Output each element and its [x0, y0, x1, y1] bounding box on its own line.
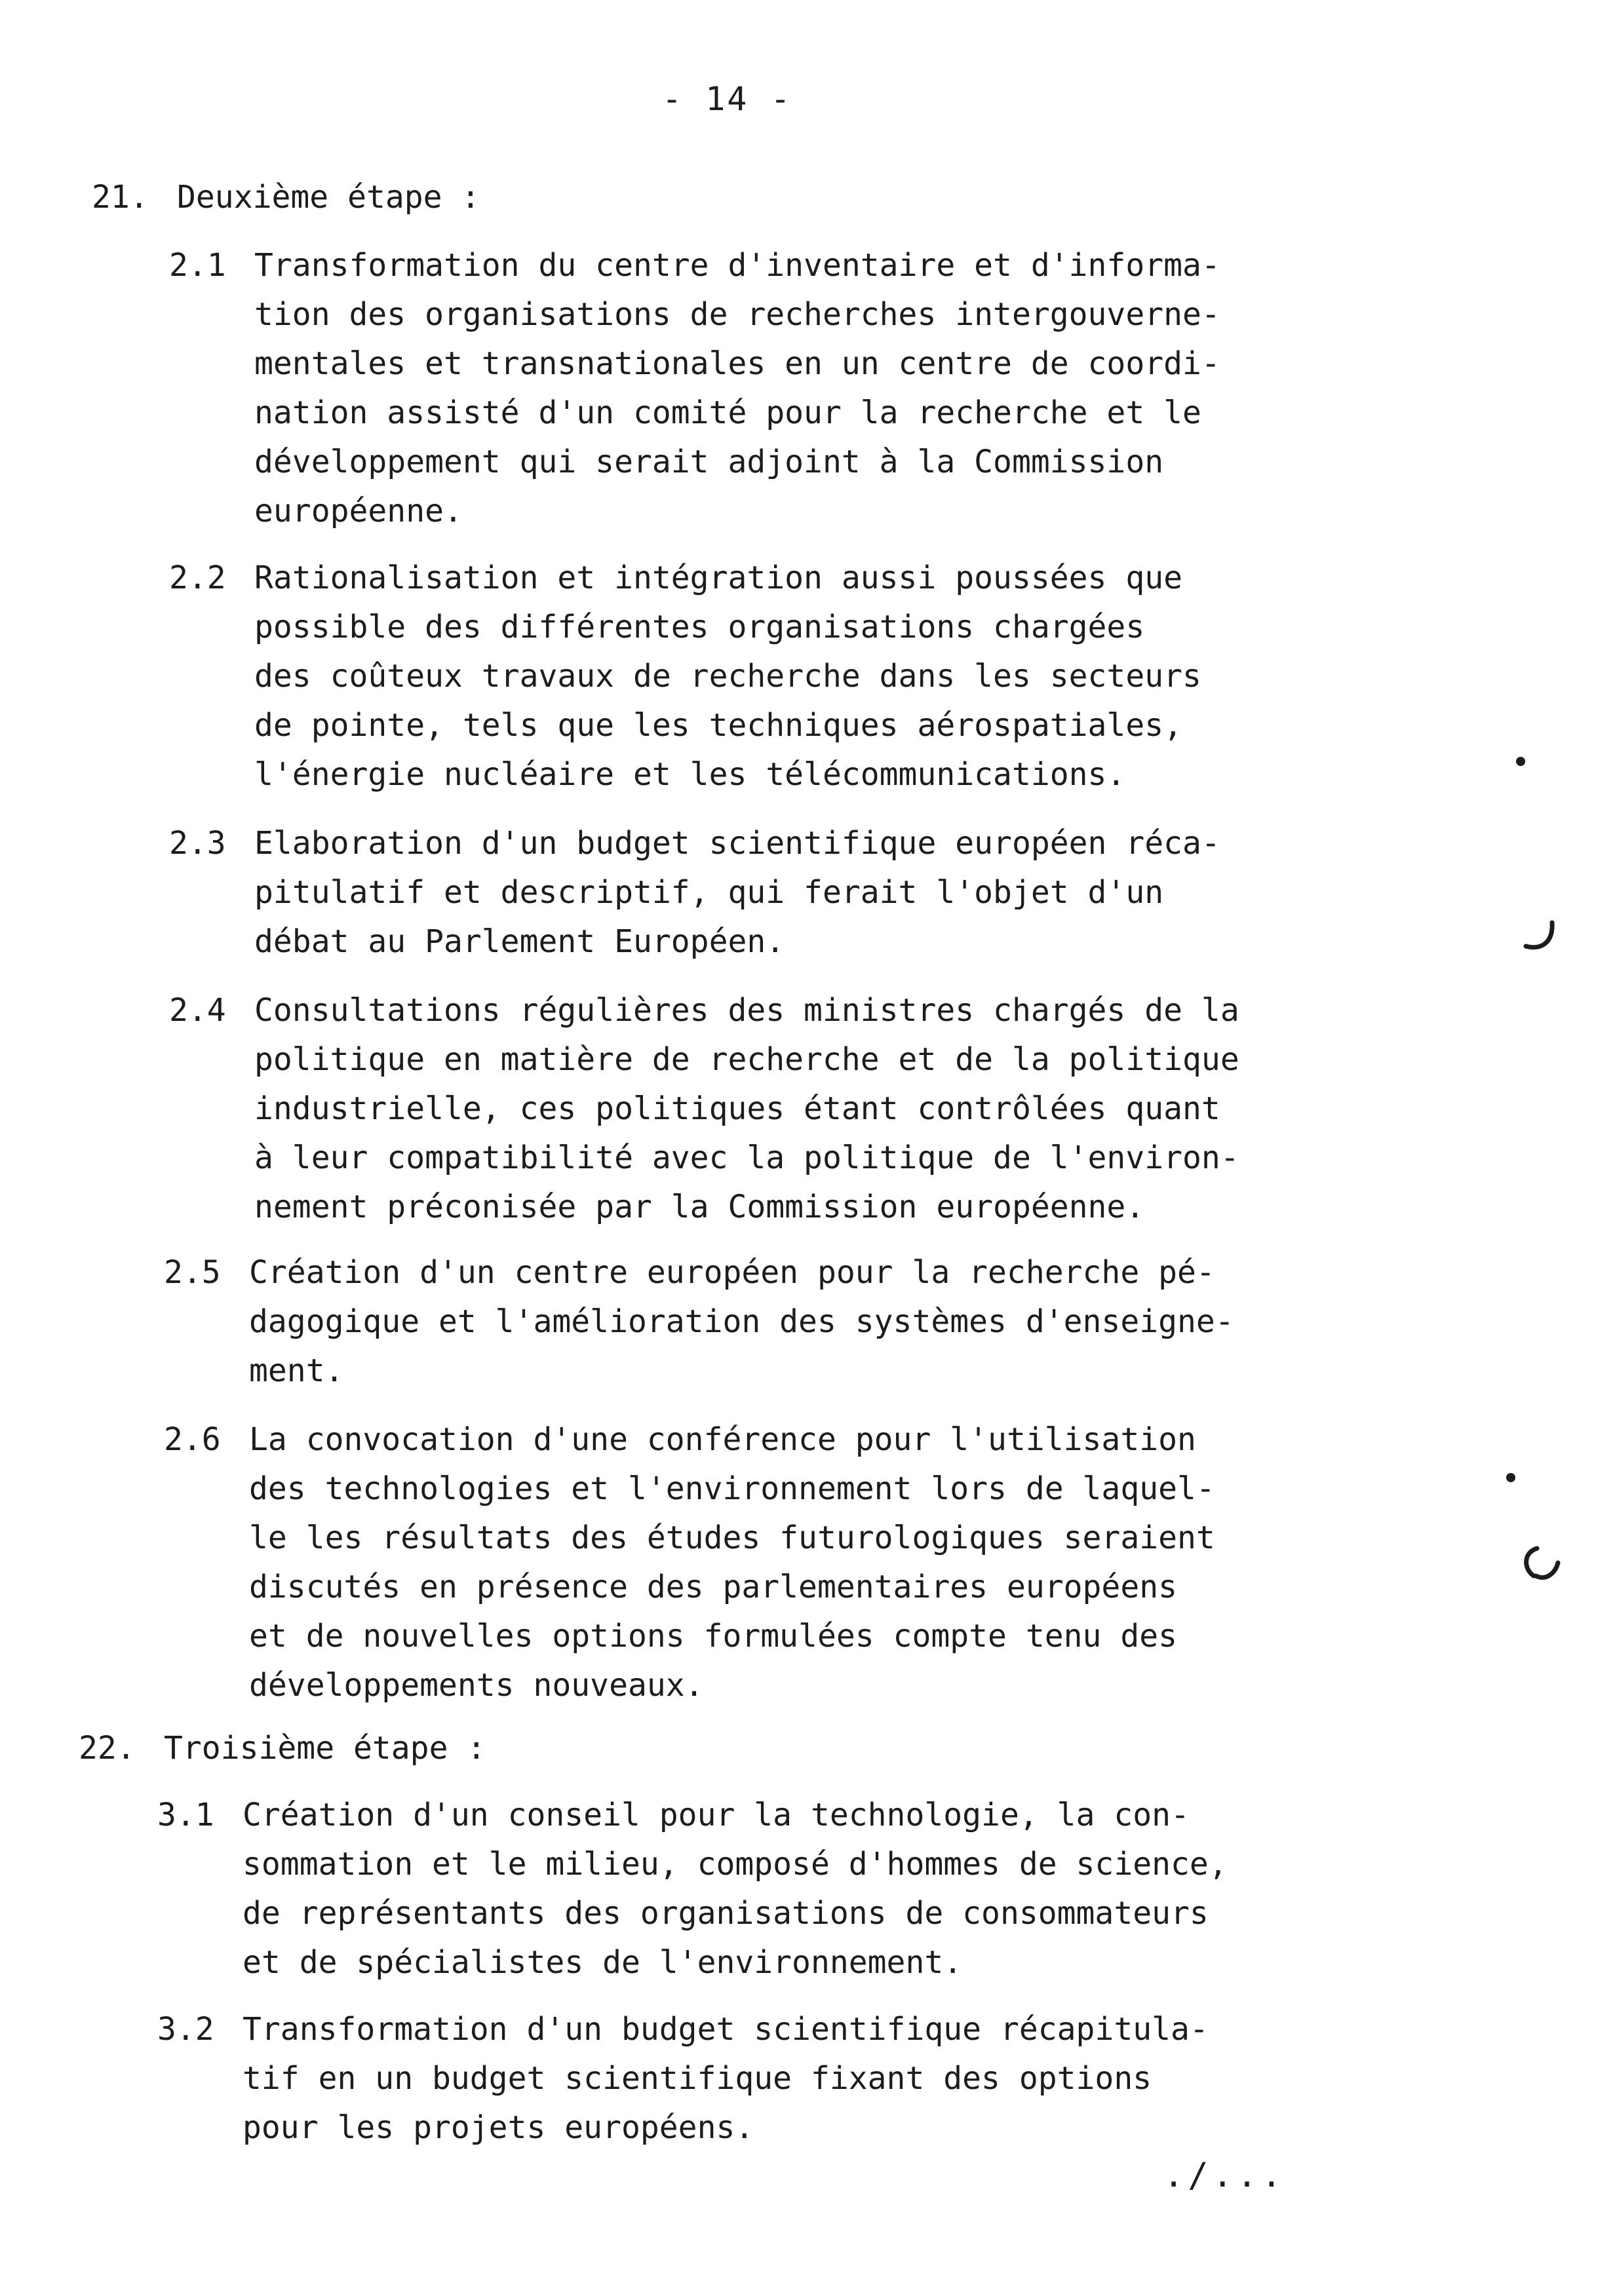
- list-item: [169, 241, 1220, 536]
- item-number: 2.3: [169, 825, 226, 862]
- scan-arc-mark: [1521, 917, 1560, 957]
- item-line: Transformation d'un budget scientifique récapitula-: [243, 2011, 1209, 2048]
- list-item: [157, 2005, 1209, 2152]
- item-line: le les résultats des études futurologiques seraient: [249, 1520, 1215, 1556]
- item-line: Création d'un centre européen pour la recherche pé-: [249, 1254, 1215, 1291]
- list-item: [169, 554, 1201, 799]
- continuation-mark: ./...: [1163, 2156, 1286, 2195]
- item-line: et de spécialistes de l'environnement.: [243, 1944, 963, 1981]
- item-line: tif en un budget scientifique fixant des options: [243, 2060, 1152, 2097]
- item-line: industrielle, ces politiques étant contrôlées quant: [254, 1090, 1220, 1127]
- item-line: européenne.: [254, 493, 463, 529]
- item-line: pitulatif et descriptif, qui ferait l'objet d'un: [254, 874, 1164, 911]
- item-line: mentales et transnationales en un centre de coordi-: [254, 345, 1220, 382]
- item-line: possible des différentes organisations chargées: [254, 609, 1145, 645]
- item-line: à leur compatibilité avec la politique de l'environ-: [254, 1139, 1239, 1176]
- item-line: La convocation d'une conférence pour l'utilisation: [249, 1421, 1196, 1458]
- item-line: nation assisté d'un comité pour la recherche et le: [254, 394, 1201, 431]
- item-number: 2.4: [169, 992, 226, 1029]
- section-number: 22.: [79, 1730, 136, 1767]
- section-heading: [79, 1725, 486, 1772]
- item-line: et de nouvelles options formulées compte tenu des: [249, 1618, 1178, 1655]
- item-line: des coûteux travaux de recherche dans les secteurs: [254, 658, 1201, 695]
- scan-arc-mark: [1517, 1543, 1563, 1589]
- item-line: dagogique et l'amélioration des systèmes d'enseigne-: [249, 1303, 1234, 1340]
- list-item: [164, 1415, 1215, 1710]
- list-item: [164, 1248, 1234, 1396]
- item-number: 2.1: [169, 247, 226, 284]
- item-line: de pointe, tels que les techniques aérospatiales,: [254, 707, 1183, 744]
- item-line: débat au Parlement Européen.: [254, 923, 785, 960]
- item-line: Rationalisation et intégration aussi poussées que: [254, 560, 1183, 596]
- list-item: [157, 1791, 1228, 1987]
- page-number: - 14 -: [662, 80, 792, 118]
- scan-dot-mark: [1498, 1458, 1524, 1497]
- item-line: nement préconisée par la Commission européenne.: [254, 1189, 1145, 1225]
- item-number: 3.1: [157, 1797, 214, 1833]
- item-number: 2.2: [169, 560, 226, 596]
- item-line: pour les projets européens.: [243, 2109, 754, 2146]
- section-title: Deuxième étape :: [177, 179, 480, 216]
- section-number: 21.: [92, 179, 149, 216]
- item-line: politique en matière de recherche et de la politique: [254, 1041, 1239, 1078]
- item-line: des technologies et l'environnement lors de laquel-: [249, 1470, 1215, 1507]
- item-number: 2.5: [164, 1254, 221, 1291]
- item-line: développement qui serait adjoint à la Commission: [254, 444, 1164, 480]
- section-title: Troisième étape :: [164, 1730, 486, 1767]
- item-number: 3.2: [157, 2011, 214, 2048]
- item-line: tion des organisations de recherches intergouverne-: [254, 296, 1220, 333]
- item-line: Transformation du centre d'inventaire et d'informa-: [254, 247, 1220, 284]
- item-line: développements nouveaux.: [249, 1667, 704, 1704]
- item-line: Création d'un conseil pour la technologie, la con-: [243, 1797, 1190, 1833]
- item-number: 2.6: [164, 1421, 221, 1458]
- item-line: Elaboration d'un budget scientifique européen réca-: [254, 825, 1220, 862]
- section-heading: [92, 174, 480, 221]
- list-item: [169, 986, 1239, 1232]
- item-line: Consultations régulières des ministres chargés de la: [254, 992, 1239, 1029]
- item-line: sommation et le milieu, composé d'hommes de science,: [243, 1846, 1228, 1883]
- item-line: de représentants des organisations de consommateurs: [243, 1895, 1209, 1932]
- item-line: l'énergie nucléaire et les télécommunications.: [254, 756, 1126, 793]
- list-item: [169, 819, 1220, 966]
- item-line: discutés en présence des parlementaires européens: [249, 1569, 1178, 1605]
- item-line: ment.: [249, 1352, 344, 1389]
- scan-dot-mark: [1508, 734, 1534, 773]
